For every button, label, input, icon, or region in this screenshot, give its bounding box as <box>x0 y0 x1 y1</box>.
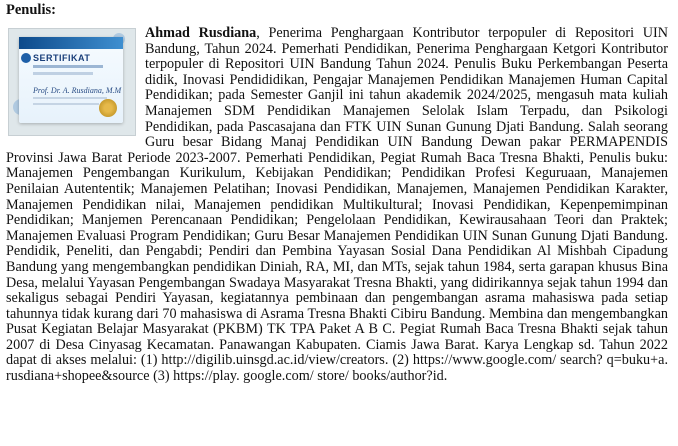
seal-icon <box>99 99 117 117</box>
certificate-band <box>19 37 123 49</box>
certificate-subtitle-line <box>33 65 103 68</box>
author-photo <box>8 28 136 136</box>
certificate-name: Prof. Dr. A. Rusdiana, M.M <box>33 86 122 95</box>
certificate-text-line <box>33 97 107 99</box>
certificate-subtitle-line <box>33 72 93 75</box>
certificate-card <box>19 37 123 123</box>
author-name: Ahmad Rusdiana <box>145 25 257 41</box>
certificate-text-line <box>33 103 99 105</box>
logo-icon <box>21 53 31 63</box>
author-bio <box>6 26 668 385</box>
section-heading: Penulis: <box>6 2 56 18</box>
certificate-title: SERTIFIKAT <box>33 53 91 63</box>
author-bio-text: , Penerima Penghargaan Kontributor terpopuler di Repositori UIN Bandung, Tahun 2024. Pemerhati Pendidikan, Penerima Penghargaan Ketgori Kontributor terpopuler di Repositori UIN Bandung Tahun 2024. Penulis Buku Perkembangan Peserta didik, Inovasi Pendididikan, Pengajar Manajemen Pendidikan Manajemen Human Capital Pendidikan; pada Semester Ganjil ini tahun akademik 2024/2025, mengasuh mata kuliah Manajemen SDM Pendidikan Manajemen Selolak Islam Terpadu, dan Psikologi Pendidikan, pada Pascasajana dan FTK UIN Sunan Gunung Djati Bandung. Salah seorang Guru besar Bidang Manaj Pendidikan UIN Bandung Dewan pakar PERMAPENDIS Provinsi Jawa Barat Periode 2023-2007. Pemerhati Pendidikan, Pegiat Rumah Baca Tresna Bhakti, Penulis buku: Manajemen Pengembangan Kurikulum, Kebijakan Pendidikan; Pendidikan Profesi Keguruaan, Manajemen Penilaian Autententik; Manajemen Pelatihan; Inovasi Pendidikan, Manajemen, Manajemen Pendidikan Karakter, Manajemen Pendidikan nilai, Manajemen pendidikan Multikultural; Inovasi Pendidikan, Kepenpemimpinan Pendidikan; Manjemen Perencanaan Pendidikan; Pengelolaan Pendidikan, Kewirausahaan Teori dan Praktek; Manajemen Evaluasi Program Pendidikan; Guru Besar Manajemen Pendidikan UIN Sunan Gunung Djati Bandung. Pendidik, Peneliti, dan Pengabdi; Pendiri dan Pembina Yayasan Sosial Dana Pendidikan Al Mishbah Cipadung Bandung yang mengembangkan pendidikan Diniah, RA, MI, dan MTs, sejak tahun 1984, serta garapan khusus Bina Desa, melalui Yayasan Pengembangan Swadaya Masyarakat Tresna Bhakti, yang didirikannya sejak tahun 1994 dan sekaligus sebagai Pendiri Yayasan, kegiatannya pembinaan dan pengembangan asrama mahasiswa pada setiap tahunnya tidak kurang dari 70 mahasiswa di Asrama Tresna Bhakti Cibiru Bandung. Membina dan mengembangkan Pusat Kegiatan Belajar Masyarakat (PKBM) TK TPA Paket A B C. Pegiat Rumah Baca Tresna Bhakti sejak tahun 2007 di Desa Cinyasag Kecamatan. Panawangan Kabupaten. Ciamis Jawa Barat. Karya Lengkap sd. Tahun 2022 dapat di akses melalui: (1) http://digilib.uinsgd.ac.id/view/creators. (2) https://www.google.com/ search? q=buku+a. rusdiana+shopee&source (3) https://play. google.com/ store/ books/author?id. <box>6 25 668 385</box>
